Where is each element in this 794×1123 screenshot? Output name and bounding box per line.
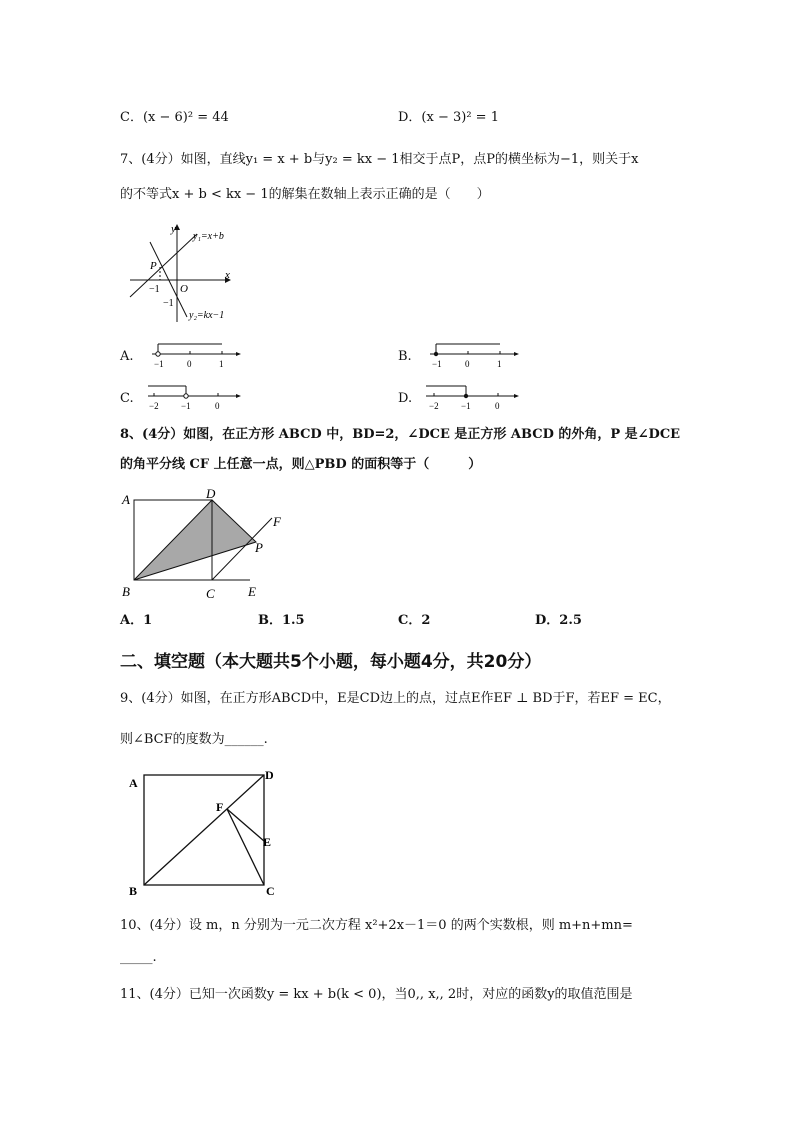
svg-text:−1: −1	[461, 401, 471, 411]
question-7-line2: 的不等式x + b < kx − 1的解集在数轴上表示正确的是（ ）	[120, 187, 490, 202]
question-9-line2: 则∠BCF的度数为______.	[120, 732, 268, 747]
svg-text:1: 1	[497, 359, 502, 369]
svg-text:0: 0	[187, 359, 192, 369]
question-10-line2: _____.	[120, 950, 157, 965]
option-d: D．(x − 3)² = 1	[398, 110, 499, 125]
q7-option-c: C.	[120, 391, 134, 406]
svg-text:P: P	[255, 540, 263, 555]
number-line-a	[148, 340, 248, 370]
q8-option-d: D．2.5	[535, 613, 582, 628]
q8-option-b: B．1.5	[258, 613, 305, 628]
q7-option-a: A.	[120, 349, 134, 364]
svg-text:B: B	[129, 884, 138, 898]
q7-graph	[125, 222, 255, 327]
point-p-label: P	[150, 260, 157, 272]
x-axis-label: x	[225, 269, 230, 281]
svg-text:0: 0	[465, 359, 470, 369]
number-line-c	[148, 382, 248, 412]
line2-label: y₂=kx−1	[189, 310, 225, 321]
y-axis-label: y	[171, 223, 176, 235]
x-tick-label: −1	[149, 284, 160, 295]
svg-text:1: 1	[219, 359, 224, 369]
svg-text:D: D	[206, 486, 216, 501]
question-11-line1: 11、(4分）已知一次函数y = kx + b(k < 0)，当0,, x,, 2时，对应的函数y的取值范围是	[120, 987, 633, 1002]
svg-text:C: C	[266, 884, 275, 898]
q8-option-a: A．1	[120, 613, 153, 628]
svg-text:−1: −1	[154, 359, 164, 369]
svg-text:D: D	[265, 768, 274, 782]
q7-option-d: D.	[398, 391, 413, 406]
question-10-line1: 10、(4分）设 m，n 分别为一元二次方程 x²+2x－1＝0 的两个实数根，则 m+n+mn=	[120, 918, 633, 933]
q9-figure	[125, 765, 295, 900]
number-line-b	[426, 340, 526, 370]
svg-text:B: B	[122, 584, 130, 599]
number-line-d	[426, 382, 526, 412]
section-heading: 二、填空题（本大题共5个小题，每小题4分，共20分）	[120, 652, 542, 672]
svg-text:−2: −2	[429, 401, 439, 411]
question-8-line2: 的角平分线 CF 上任意一点，则△PBD 的面积等于（ ）	[120, 457, 482, 472]
q7-option-b: B.	[398, 349, 412, 364]
option-c: C．(x − 6)² = 44	[120, 110, 229, 125]
question-9-line1: 9、(4分）如图，在正方形ABCD中，E是CD边上的点，过点E作EF ⊥ BD于F，若EF = EC，	[120, 691, 671, 706]
q8-option-c: C．2	[398, 613, 431, 628]
svg-text:A: A	[129, 776, 138, 790]
svg-text:0: 0	[215, 401, 220, 411]
svg-text:−1: −1	[181, 401, 191, 411]
q8-figure	[118, 486, 293, 601]
question-8-line1: 8、(4分）如图，在正方形 ABCD 中，BD=2，∠DCE 是正方形 ABCD 的外角，P 是∠DCE	[120, 427, 681, 442]
svg-text:E: E	[248, 584, 256, 599]
question-7-line1: 7、(4分）如图，直线y₁ = x + b与y₂ = kx − 1相交于点P，点P的横坐标为−1，则关于x	[120, 152, 639, 167]
svg-text:F: F	[216, 800, 224, 814]
svg-text:A: A	[122, 492, 130, 507]
origin-label: O	[180, 283, 188, 295]
svg-text:−2: −2	[149, 401, 159, 411]
y-tick-label: −1	[163, 298, 174, 309]
svg-text:C: C	[206, 586, 215, 601]
line1-label: y₁=x+b	[193, 231, 224, 242]
svg-text:−1: −1	[432, 359, 442, 369]
svg-text:E: E	[263, 835, 272, 849]
svg-text:0: 0	[495, 401, 500, 411]
svg-text:F: F	[273, 514, 281, 529]
